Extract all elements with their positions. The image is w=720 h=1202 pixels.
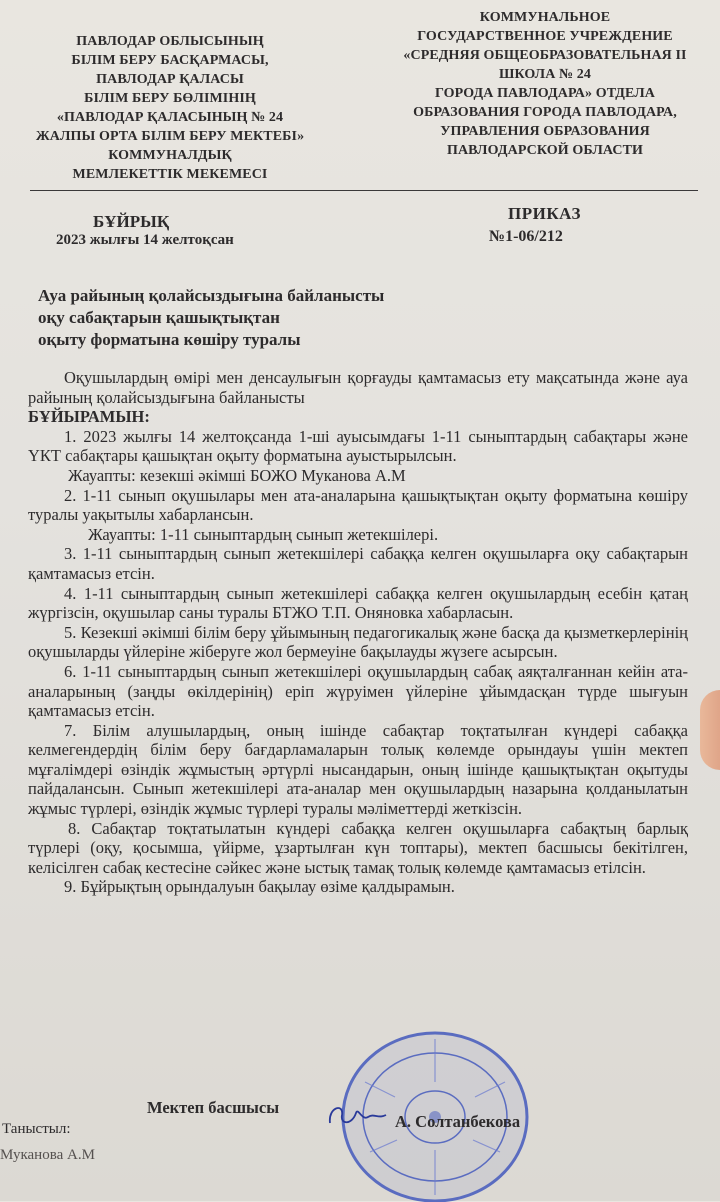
signatory-title: Мектеп басшысы	[147, 1098, 280, 1117]
header-ru-line: ПАВЛОДАРСКОЙ ОБЛАСТИ	[446, 143, 644, 158]
decree-heading: БҰЙЫРАМЫН:	[28, 407, 150, 427]
order-item-1: 1. 2023 жылғы 14 желтоқсанда 1-ші ауысымдағы 1-11 сыныптардың сабақтары және ҮКТ сабақтары қашықтан оқыту форматына ауыстырылсын.	[28, 426, 688, 466]
header-kk-line: МЕМЛЕКЕТТІК МЕКЕМЕСІ	[72, 167, 268, 182]
handwritten-signature	[322, 1095, 392, 1135]
acquainted-name: Муканова А.М	[0, 1147, 95, 1163]
subject-line: оқыту форматына көшіру туралы	[38, 330, 301, 349]
header-kk-line: КОММУНАЛДЫҚ	[108, 148, 232, 163]
order-item-8: 8. Сабақтар тоқтатылатын күндері сабаққа келген оқушыларға сабақтың барлық түрлері (оқу, қосымша, үйірме, ұзартылған күн топтары), мектеп басшысы бекітілген, келісілген сабақ кестесіне сәйкес және ыстық тамақ толық көлемде қамтамасыз етілсін.	[28, 818, 688, 877]
order-item-4: 4. 1-11 сыныптардың сынып жетекшілері сабаққа келген оқушылардың есебін қатаң жүргізсін, оқушылар саны туралы БТЖО Т.П. Оняновка хабарласын.	[28, 583, 688, 623]
responsible-2: Жауапты: 1-11 сыныптардың сынып жетекшілері.	[88, 524, 439, 544]
order-title-kk: БҰЙРЫҚ	[93, 212, 170, 231]
order-body	[28, 368, 688, 897]
finger-edge	[700, 690, 720, 770]
order-item-3: 3. 1-11 сыныптардың сынып жетекшілері сабаққа келген оқушыларға оқу сабақтарын қамтамасыз етсін.	[28, 544, 688, 583]
order-item-5: 5. Кезекші әкімші білім беру ұйымының педагогикалық және басқа да қызметкерлерінің оқушыларды үйлеріне жіберуге жол бермеуіне бақылауды жүзеге асырсын.	[28, 622, 688, 662]
order-item-7: 7. Білім алушылардың, оның ішінде сабақтар тоқтатылған күндері сабаққа келмегендердің білім беру бағдарламаларын толық көлемде орындауы үшін мектеп мұғалімдері өзіндік жұмыстың әртүрлі нысандарын, оның ішінде қашықтықтан оқытуды пайдалансын. Сынып жетекшілері ата-аналар мен оқушылардың назарына қолданылатын жұмыс түрлері, өзіндік жұмыс түрлері туралы мәліметтерді жеткізсін.	[28, 720, 688, 819]
header-ru-line: «СРЕДНЯЯ ОБЩЕОБРАЗОВАТЕЛЬНАЯ II	[403, 48, 687, 63]
signatory-name: А. Солтанбекова	[395, 1112, 521, 1131]
header-kazakh	[10, 32, 330, 184]
header-ru-line: КОММУНАЛЬНОЕ	[479, 10, 611, 25]
header-kk-line: ПАВЛОДАР ОБЛЫСЫНЫҢ	[76, 34, 264, 49]
header-kk-line: БІЛІМ БЕРУ БАСҚАРМАСЫ,	[71, 53, 269, 68]
header-ru-line: ГОРОДА ПАВЛОДАРА» ОТДЕЛА	[435, 86, 655, 101]
order-date: 2023 жылғы 14 желтоқсан	[56, 232, 234, 248]
header-russian	[375, 8, 715, 160]
header-divider	[30, 190, 698, 191]
header-ru-line: ГОСУДАРСТВЕННОЕ УЧРЕЖДЕНИЕ	[417, 29, 673, 44]
header-ru-line: ОБРАЗОВАНИЯ ГОРОДА ПАВЛОДАРА,	[413, 105, 677, 120]
order-item-2: 2. 1-11 сынып оқушылары мен ата-аналарына қашықтықтан оқыту форматына көшіру туралы уақытылы хабарлансын.	[28, 485, 688, 525]
subject-line: оқу сабақтарын қашықтықтан	[38, 308, 280, 327]
order-item-9: 9. Бұйрықтың орындалуын бақылау өзіме қалдырамын.	[64, 877, 455, 897]
header-ru-line: ШКОЛА № 24	[499, 67, 591, 82]
subject-line: Ауа райының қолайсыздығына байланысты	[38, 286, 385, 305]
header-kk-line: «ПАВЛОДАР ҚАЛАСЫНЫҢ № 24	[56, 110, 284, 125]
order-item-6: 6. 1-11 сыныптардың сынып жетекшілері оқушылардың сабақ аяқталғаннан кейін ата-аналарының (заңды өкілдерінің) еріп жүруімен үйлеріне ұйымдасқан түрде шығуын қамтамасыз етсін.	[28, 661, 688, 721]
header-kk-line: ЖАЛПЫ ОРТА БІЛІМ БЕРУ МЕКТЕБІ»	[35, 129, 305, 144]
header-ru-line: УПРАВЛЕНИЯ ОБРАЗОВАНИЯ	[440, 124, 650, 139]
header-kk-line: БІЛІМ БЕРУ БӨЛІМІНІҢ	[84, 91, 256, 106]
responsible-1: Жауапты: кезекші әкімші БОЖО Муканова А.М	[68, 465, 406, 485]
preamble: Оқушылардың өмірі мен денсаулығын қорғауды қамтамасыз ету мақсатында және ауа райының қолайсыздығына байланысты	[28, 368, 688, 407]
order-subject	[38, 285, 458, 351]
order-title-ru: ПРИКАЗ	[508, 204, 581, 223]
order-number: №1-06/212	[489, 228, 563, 245]
header-kk-line: ПАВЛОДАР ҚАЛАСЫ	[96, 72, 244, 87]
acquainted-label: Таныстыл:	[2, 1121, 71, 1137]
